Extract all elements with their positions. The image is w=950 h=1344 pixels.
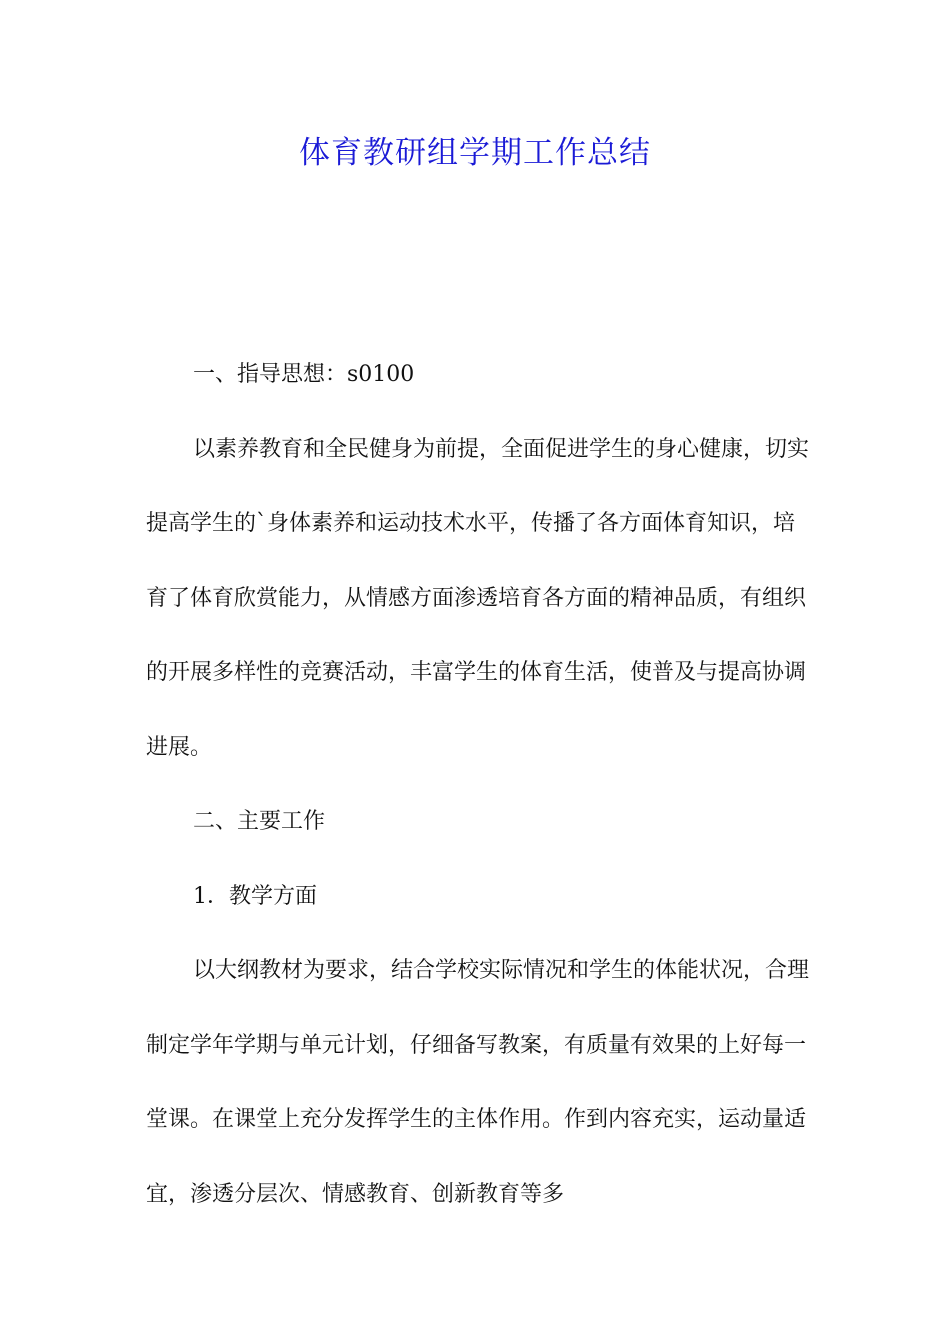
section-heading-main-work: 二、主要工作 <box>193 809 326 834</box>
paragraph-teaching: 以大纲教材为要求，结合学校实际情况和学生的体能状况，合理制定学年学期与单元计划，仔细备写教案，有质量有效果的上好每一堂课。在课堂上充分发挥学生的主体作用。作到内容充实，运动量适宜，渗透分层次、情感教育、创新教育等多 <box>146 958 810 1207</box>
document-title: 体育教研组学期工作总结 <box>299 135 651 171</box>
section-heading-guiding-ideology: 一、指导思想：s0100 <box>193 362 415 387</box>
subsection-heading-teaching: 1．教学方面 <box>193 883 317 909</box>
paragraph-guiding-ideology: 以素养教育和全民健身为前提，全面促进学生的身心健康，切实提高学生的`身体素养和运动技术水平，传播了各方面体育知识，培育了体育欣赏能力，从情感方面渗透培育各方面的精神品质，有组织的开展多样性的竞赛活动，丰富学生的体育生活，使普及与提高协调进展。 <box>146 436 810 760</box>
document-body <box>146 338 816 1232</box>
